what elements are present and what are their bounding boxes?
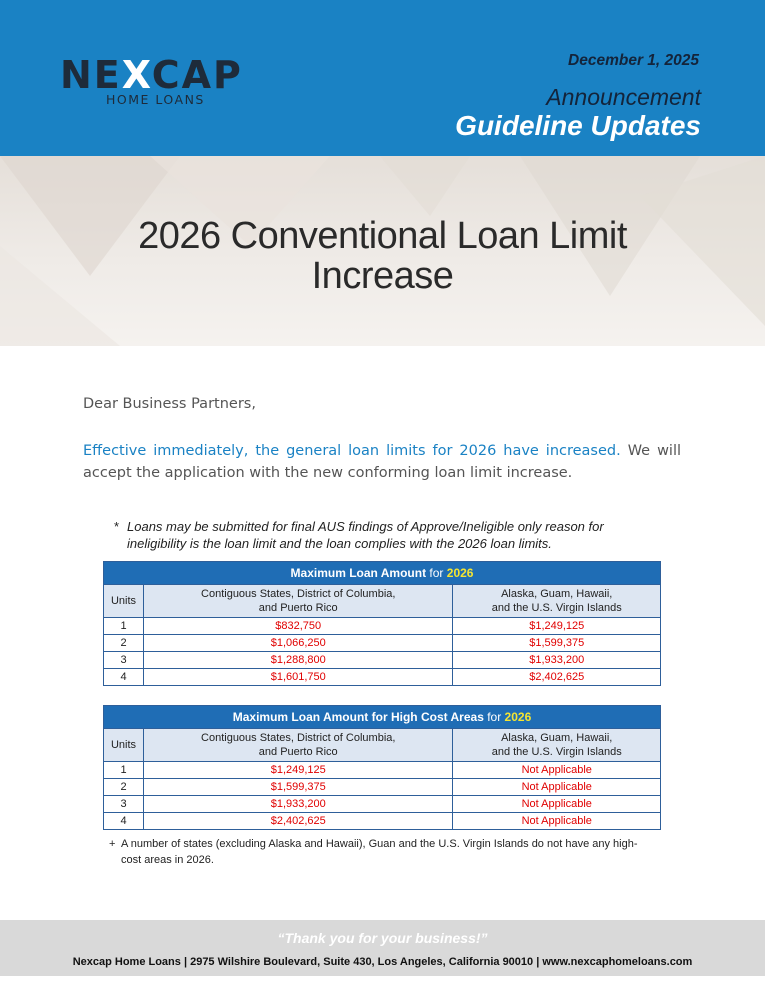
guideline-updates-heading: Guideline Updates: [455, 110, 701, 141]
intro-highlight: Effective immediately, the general loan limits for 2026 have increased.: [83, 443, 621, 459]
units-cell: 2: [104, 779, 144, 796]
contiguous-limit-cell: $1,933,200: [144, 796, 453, 813]
units-cell: 1: [104, 762, 144, 779]
nexcap-logo: [60, 53, 272, 108]
table-caption: Maximum Loan Amount for High Cost Areas for 2026: [104, 706, 661, 729]
alaska-hawaii-limit-cell: $2,402,625: [453, 669, 661, 686]
alaska-hawaii-limit-cell: $1,599,375: [453, 635, 661, 652]
table-row: [104, 669, 661, 686]
announcement-date: December 1, 2025: [568, 52, 699, 69]
column-header-contiguous: Contiguous States, District of Columbia, and Puerto Rico: [144, 585, 453, 618]
column-header-units: Units: [104, 729, 144, 762]
footnote-text: A number of states (excluding Alaska and Hawaii), Guan and the U.S. Virgin Islands do not have any high-cost areas in 2026.: [121, 838, 638, 866]
table-row: [104, 762, 661, 779]
caption-year: 2026: [504, 710, 532, 724]
contiguous-limit-cell: $832,750: [144, 618, 453, 635]
salutation: Dear Business Partners,: [83, 396, 256, 412]
alaska-hawaii-limit-cell: Not Applicable: [453, 796, 661, 813]
announcement-label: Announcement: [546, 84, 701, 110]
loan-limit-table: [103, 561, 661, 686]
logo-x: X: [121, 53, 152, 97]
company-address: Nexcap Home Loans | 2975 Wilshire Boulevard, Suite 430, Los Angeles, California 90010 | www.nexcaphomeloans.com: [72, 956, 693, 968]
alaska-hawaii-limit-cell: Not Applicable: [453, 779, 661, 796]
units-cell: 4: [104, 669, 144, 686]
footer-band: [0, 920, 765, 976]
table-row: [104, 779, 661, 796]
title-banner: [0, 156, 765, 346]
contiguous-limit-cell: $1,601,750: [144, 669, 453, 686]
table-row: [104, 635, 661, 652]
footnote-plus: +: [109, 838, 116, 850]
alaska-hawaii-limit-cell: $1,933,200: [453, 652, 661, 669]
intro-paragraph: [83, 440, 681, 484]
column-header-units: Units: [104, 585, 144, 618]
table-row: [104, 652, 661, 669]
units-cell: 3: [104, 796, 144, 813]
high-cost-footnote: [109, 836, 649, 868]
units-cell: 2: [104, 635, 144, 652]
column-header-alaska-hawaii: Alaska, Guam, Hawaii, and the U.S. Virgin Islands: [453, 585, 661, 618]
alaska-hawaii-limit-cell: $1,249,125: [453, 618, 661, 635]
caption-year: 2026: [446, 566, 474, 580]
units-cell: 4: [104, 813, 144, 830]
header-band: [0, 0, 765, 156]
intro-rest: We will accept the application with the new conforming loan limit increase.: [83, 443, 682, 481]
high-cost-loan-limit-table: [103, 705, 661, 830]
note-asterisk: *: [114, 519, 120, 534]
table-row: [104, 618, 661, 635]
table-row: [104, 813, 661, 830]
contiguous-limit-cell: $1,288,800: [144, 652, 453, 669]
units-cell: 3: [104, 652, 144, 669]
alaska-hawaii-limit-cell: Not Applicable: [453, 813, 661, 830]
table-row: [104, 796, 661, 813]
alaska-hawaii-limit-cell: Not Applicable: [453, 762, 661, 779]
contiguous-limit-cell: $1,599,375: [144, 779, 453, 796]
contiguous-limit-cell: $1,249,125: [144, 762, 453, 779]
aus-note: [114, 518, 654, 552]
page-title: 2026 Conventional Loan Limit Increase: [138, 215, 627, 297]
logo-subtitle: HOME LOANS: [106, 92, 205, 107]
thank-you-message: “Thank you for your business!”: [277, 930, 488, 946]
logo-wordmark: NEXCAP: [60, 53, 243, 97]
column-header-contiguous: Contiguous States, District of Columbia, and Puerto Rico: [144, 729, 453, 762]
note-text: Loans may be submitted for final AUS findings of Approve/Ineligible only reason for ineligibility is the loan limit and the loan complies with the 2026 loan limits.: [127, 519, 604, 551]
column-header-alaska-hawaii: Alaska, Guam, Hawaii, and the U.S. Virgin Islands: [453, 729, 661, 762]
contiguous-limit-cell: $2,402,625: [144, 813, 453, 830]
table-caption: Maximum Loan Amount for 2026: [104, 562, 661, 585]
contiguous-limit-cell: $1,066,250: [144, 635, 453, 652]
units-cell: 1: [104, 618, 144, 635]
